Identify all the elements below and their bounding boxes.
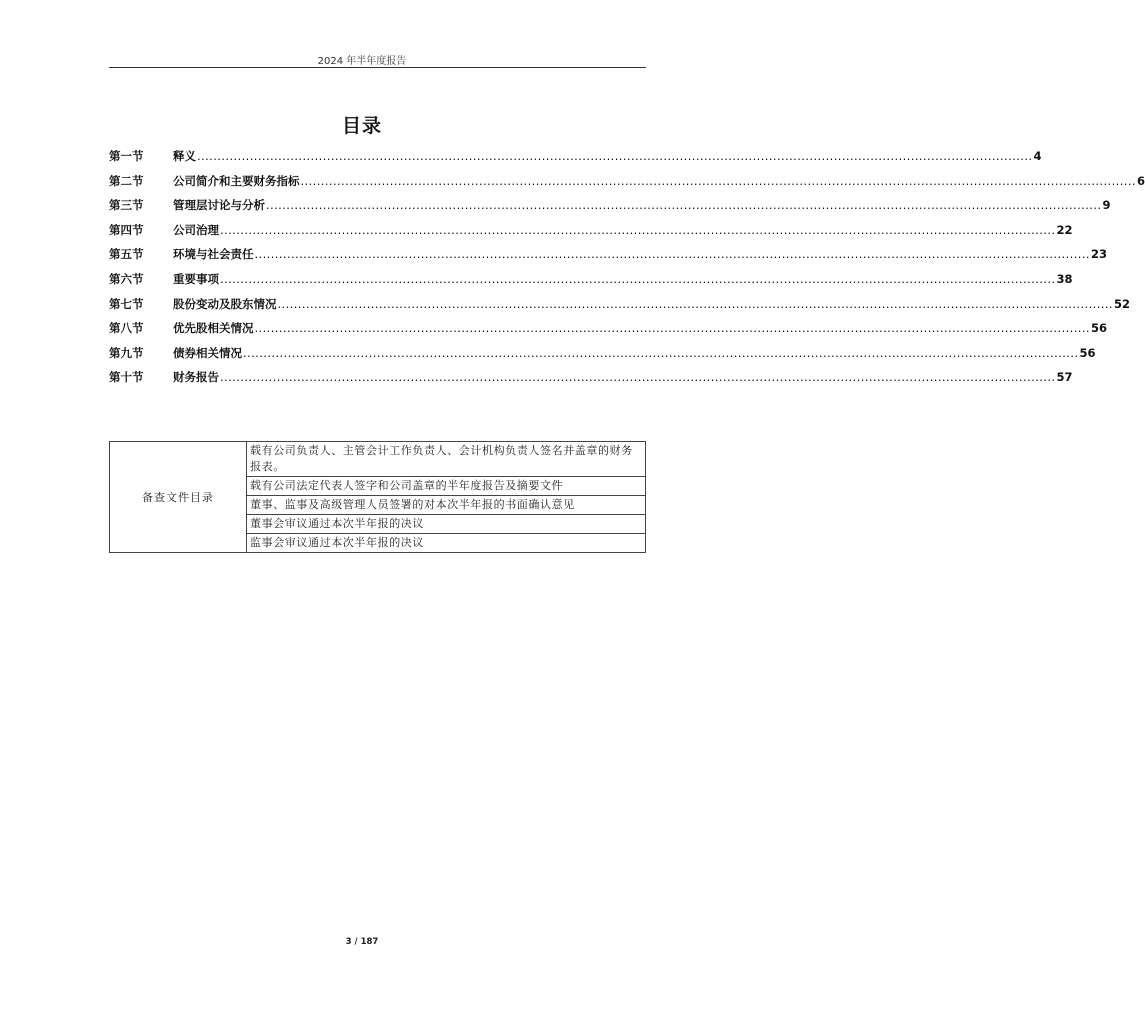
toc-section-name: 股份变动及股东情况 <box>173 296 277 311</box>
toc-section-number: 第七节 <box>109 296 144 311</box>
toc-leader-dots: .............................................................................................................................................................................................................. <box>254 321 1090 336</box>
toc-section-name: 公司简介和主要财务指标 <box>173 173 300 188</box>
reference-docs-label: 备查文件目录 <box>110 442 247 553</box>
toc-leader-dots: .............................................................................................................................................................................................................. <box>220 222 1056 237</box>
toc-entry[interactable] <box>109 345 1096 370</box>
toc-page-number: 22 <box>1056 222 1073 237</box>
toc-page-number: 57 <box>1056 370 1073 385</box>
toc-page-number: 4 <box>1033 149 1042 163</box>
table-of-contents <box>109 148 1145 394</box>
toc-section-number: 第十节 <box>109 370 144 385</box>
toc-page-number: 6 <box>1136 173 1145 188</box>
toc-page-number: 52 <box>1113 296 1130 311</box>
toc-section-name: 公司治理 <box>173 222 219 237</box>
toc-section-name: 管理层讨论与分析 <box>173 198 265 213</box>
toc-title: 目录 <box>341 115 382 137</box>
toc-section-name: 释义 <box>173 149 196 163</box>
toc-section-name: 财务报告 <box>173 370 219 385</box>
toc-page-number: 38 <box>1056 271 1073 286</box>
toc-section-name: 优先股相关情况 <box>173 321 254 336</box>
toc-leader-dots: .............................................................................................................................................................................................................. <box>220 370 1056 385</box>
reference-doc-item: 董事会审议通过本次半年报的决议 <box>247 515 646 534</box>
toc-page-number: 23 <box>1090 247 1107 262</box>
toc-entry[interactable] <box>109 296 1130 321</box>
toc-section-name: 债券相关情况 <box>173 345 242 360</box>
toc-section-name: 重要事项 <box>173 271 219 286</box>
toc-entry[interactable] <box>109 197 1111 222</box>
toc-leader-dots: .............................................................................................................................................................................................................. <box>220 271 1056 286</box>
toc-leader-dots: .............................................................................................................................................................................................................. <box>243 345 1079 360</box>
toc-leader-dots: .............................................................................................................................................................................................................. <box>254 247 1090 262</box>
reference-documents-table <box>109 441 646 553</box>
header-divider <box>109 67 646 68</box>
toc-section-number: 第四节 <box>109 222 144 237</box>
toc-page-number: 56 <box>1079 345 1096 360</box>
report-header-title: 2024 年半年度报告 <box>317 56 407 67</box>
toc-leader-dots: .............................................................................................................................................................................................................. <box>277 296 1113 311</box>
toc-leader-dots: .............................................................................................................................................................................................................. <box>300 173 1136 188</box>
toc-entry[interactable] <box>109 246 1107 271</box>
toc-leader-dots: .............................................................................................................................................................................................................. <box>266 198 1102 213</box>
toc-section-number: 第二节 <box>109 173 144 188</box>
reference-doc-item: 载有公司法定代表人签字和公司盖章的半年度报告及摘要文件 <box>247 477 646 496</box>
toc-page-number: 56 <box>1090 321 1107 336</box>
toc-section-number: 第三节 <box>109 198 144 213</box>
toc-section-number: 第六节 <box>109 271 144 286</box>
toc-entry[interactable] <box>109 369 1073 394</box>
toc-page-number: 9 <box>1102 198 1111 213</box>
toc-entry[interactable] <box>109 173 1145 198</box>
page-number: 3 / 187 <box>345 937 379 947</box>
toc-section-number: 第八节 <box>109 321 144 336</box>
toc-entry[interactable] <box>109 222 1073 247</box>
reference-doc-item: 董事、监事及高级管理人员签署的对本次半年报的书面确认意见 <box>247 496 646 515</box>
reference-doc-item: 监事会审议通过本次半年报的决议 <box>247 534 646 553</box>
toc-leader-dots: .............................................................................................................................................................................................................. <box>197 149 1033 163</box>
toc-section-number: 第五节 <box>109 247 144 262</box>
toc-section-name: 环境与社会责任 <box>173 247 254 262</box>
toc-entry[interactable] <box>109 320 1107 345</box>
reference-doc-item: 载有公司负责人、主管会计工作负责人、会计机构负责人签名并盖章的财务报表。 <box>247 442 646 477</box>
table-row <box>110 442 646 477</box>
toc-section-number: 第一节 <box>109 149 144 163</box>
toc-entry[interactable] <box>109 148 1042 173</box>
toc-entry[interactable] <box>109 271 1073 296</box>
toc-section-number: 第九节 <box>109 345 144 360</box>
